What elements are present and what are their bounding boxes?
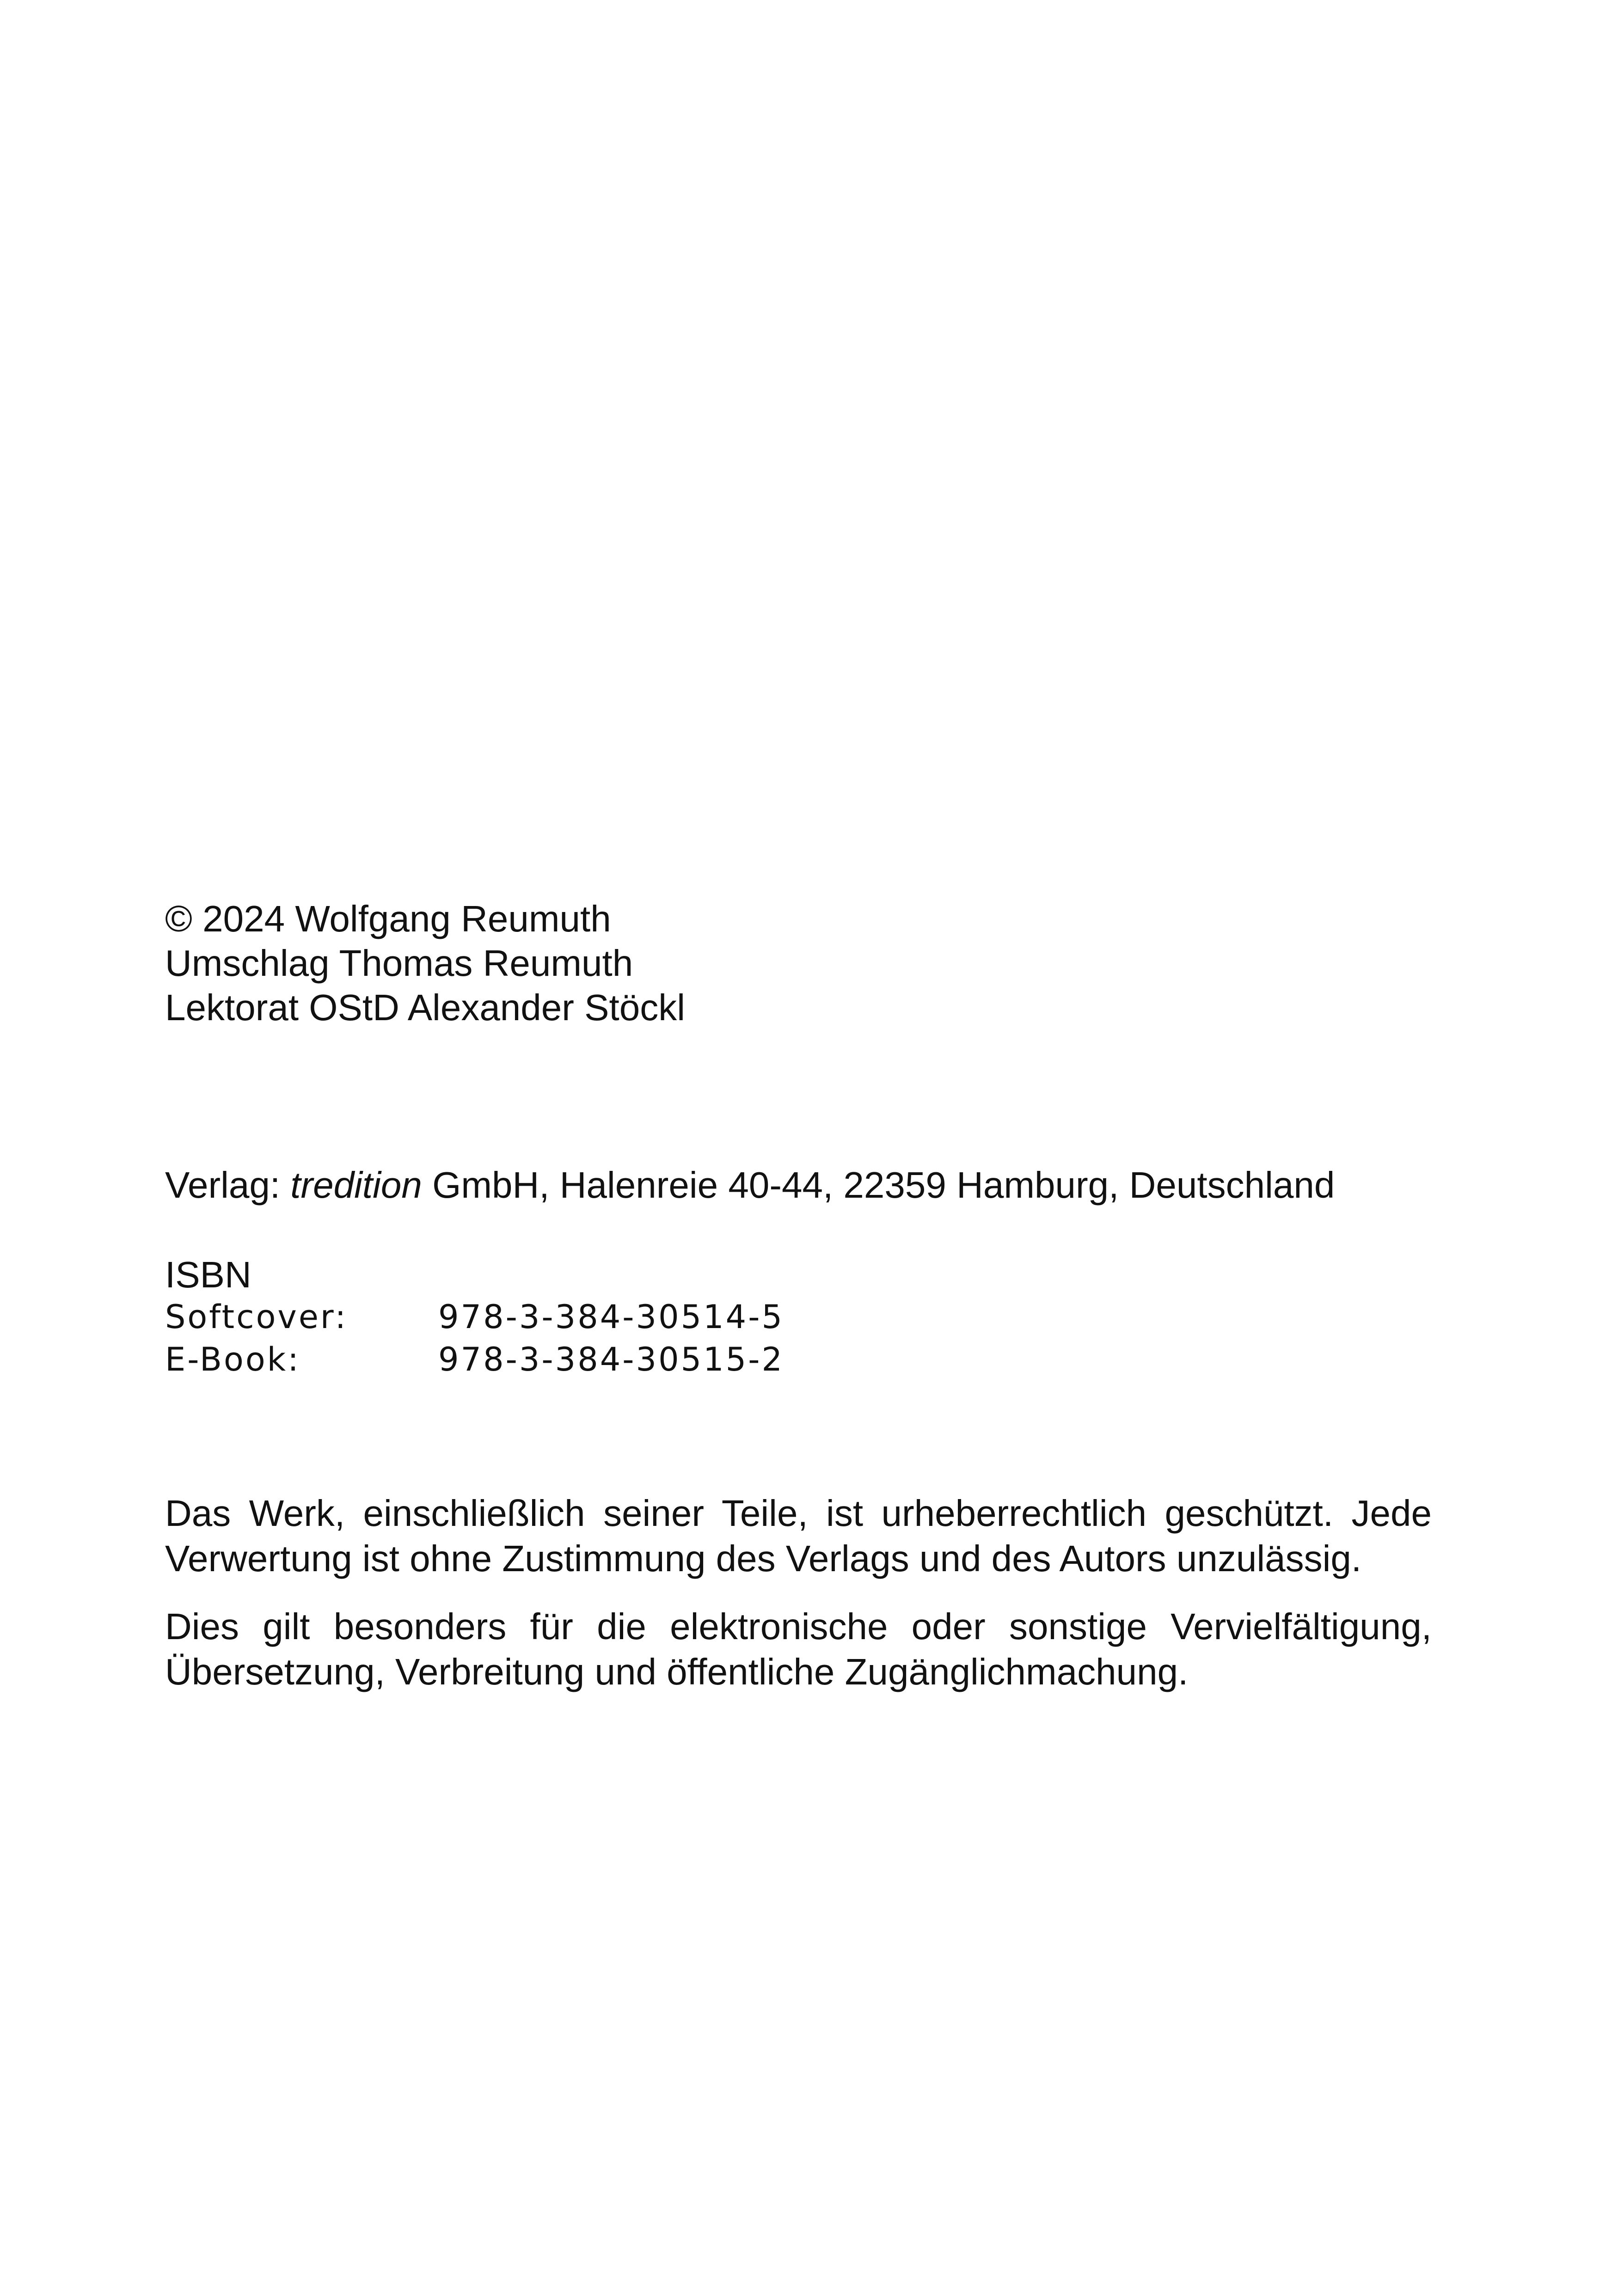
legal-paragraph-1-line-2: Verwertung ist ohne Zustimmung des Verlags und des Autors unzulässig. <box>165 1538 1362 1579</box>
publisher-address: GmbH, Halenreie 40-44, 22359 Hamburg, Deutschland <box>422 1164 1335 1206</box>
isbn-ebook-value: 978-3-384-30515-2 <box>438 1341 784 1378</box>
legal-paragraph-1-line-1: Das Werk, einschließlich seiner Teile, ist urheberrechtlich geschützt. Jede <box>165 1493 1432 1534</box>
isbn-heading: ISBN <box>165 1254 251 1295</box>
legal-paragraph-2-line-2: Übersetzung, Verbreitung und öffentliche Zugänglichmachung. <box>165 1651 1189 1692</box>
copyright-line: © 2024 Wolfgang Reumuth <box>165 898 611 939</box>
legal-paragraph-2-line-1: Dies gilt besonders für die elektronische oder sonstige Vervielfältigung, <box>165 1606 1432 1647</box>
publisher-name: tredition <box>290 1164 422 1206</box>
legal-paragraph-copyright <box>165 1491 1432 1581</box>
publisher-line <box>165 1163 1335 1207</box>
isbn-softcover-label: Softcover: <box>165 1298 348 1336</box>
publisher-prefix: Verlag: <box>165 1164 291 1206</box>
cover-credit-line: Umschlag Thomas Reumuth <box>165 943 633 984</box>
isbn-ebook-label: E-Book: <box>165 1341 300 1378</box>
isbn-softcover-value: 978-3-384-30514-5 <box>438 1298 784 1336</box>
legal-paragraph-usage <box>165 1604 1432 1695</box>
editing-credit-line: Lektorat OStD Alexander Stöckl <box>165 987 685 1028</box>
